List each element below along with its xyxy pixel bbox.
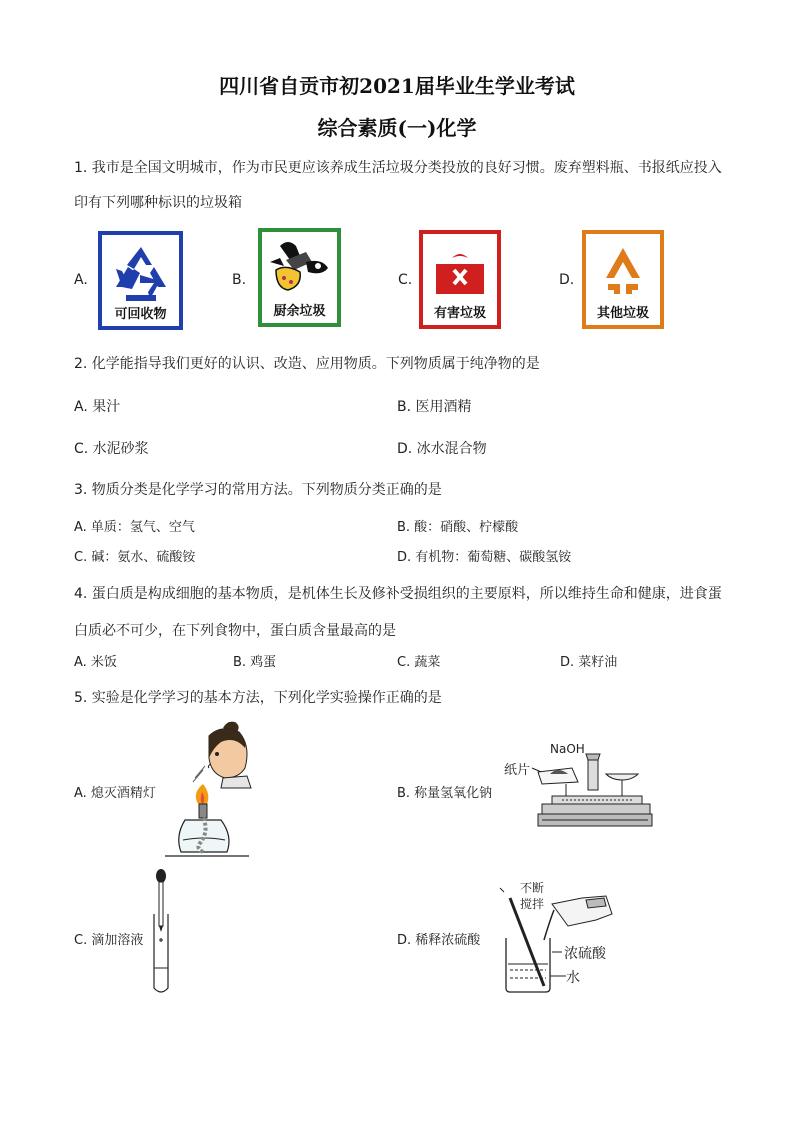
q5-option-b: B. 称量氢氧化钠 — [397, 786, 493, 801]
q3-option-c: C. 碱：氨水、硫酸铵 — [74, 550, 196, 565]
stir-label-line2: 搅拌 — [520, 897, 545, 911]
naoh-label: NaOH — [550, 742, 585, 756]
q1-option-a-letter: A. — [74, 272, 88, 288]
q5-option-a: A. 熄灭酒精灯 — [74, 786, 156, 801]
other-waste-icon — [600, 244, 646, 300]
q4-option-c: C. 蔬菜 — [397, 655, 441, 670]
recyclable-bin-sign — [98, 231, 183, 330]
q1-option-d-letter: D. — [559, 272, 575, 288]
bin-label-kitchen: 厨余垃圾 — [273, 304, 326, 319]
q5-text: 5. 实验是化学学习的基本方法，下列化学实验操作正确的是 — [74, 690, 442, 706]
page-subtitle: 综合素质(一)化学 — [317, 116, 477, 140]
q1-text-line1: 1. 我市是全国文明城市，作为市民更应该养成生活垃圾分类投放的良好习惯。废弃塑料瓶、书报纸应投入 — [74, 160, 722, 176]
diluting-sulfuric-acid-figure — [500, 880, 640, 996]
q2-option-d: D. 冰水混合物 — [397, 441, 487, 457]
blowing-out-alcohol-lamp-figure — [165, 718, 255, 858]
bin-label-other: 其他垃圾 — [596, 306, 649, 321]
q3-option-d: D. 有机物：葡萄糖、碳酸氢铵 — [397, 550, 572, 565]
recycle-icon — [110, 243, 172, 305]
adding-drops-figure — [150, 868, 172, 998]
q3-text: 3. 物质分类是化学学习的常用方法。下列物质分类正确的是 — [74, 482, 442, 498]
q4-text-line2: 白质必不可少，在下列食物中，蛋白质含量最高的是 — [74, 623, 396, 639]
q5-option-d: D. 稀释浓硫酸 — [397, 933, 481, 948]
q3-option-b: B. 酸：硝酸、柠檬酸 — [397, 520, 519, 535]
water-label: 水 — [566, 970, 580, 986]
q4-option-b: B. 鸡蛋 — [233, 655, 277, 670]
hazardous-waste-bin-sign — [419, 230, 501, 329]
q2-option-c: C. 水泥砂浆 — [74, 441, 149, 457]
q5-option-c: C. 滴加溶液 — [74, 933, 144, 948]
q2-option-a: A. 果汁 — [74, 399, 121, 415]
q4-option-d: D. 菜籽油 — [560, 655, 618, 670]
kitchen-waste-icon — [266, 236, 336, 298]
q4-text-line1: 4. 蛋白质是构成细胞的基本物质，是机体生长及修补受损组织的主要原料，所以维持生命和健康，进食蛋 — [74, 586, 722, 602]
q3-option-a: A. 单质：氢气、空气 — [74, 520, 195, 535]
kitchen-waste-bin-sign — [258, 228, 341, 327]
bin-label-hazardous: 有害垃圾 — [433, 306, 486, 321]
bin-label-recyclable: 可回收物 — [114, 307, 167, 322]
page-title: 四川省自贡市初2021届毕业生学业考试 — [219, 74, 575, 98]
q1-option-c-letter: C. — [398, 272, 413, 288]
q1-option-b-letter: B. — [232, 272, 247, 288]
weighing-naoh-balance-figure — [502, 740, 652, 832]
paper-label: 纸片 — [504, 763, 531, 778]
q2-text: 2. 化学能指导我们更好的认识、改造、应用物质。下列物质属于纯净物的是 — [74, 356, 540, 372]
other-waste-bin-sign — [582, 230, 664, 329]
stir-label-line1: 不断 — [520, 881, 545, 895]
q2-option-b: B. 医用酒精 — [397, 399, 472, 415]
q1-text-line2: 印有下列哪种标识的垃圾箱 — [74, 195, 242, 211]
hazardous-waste-icon — [436, 248, 484, 294]
q4-option-a: A. 米饭 — [74, 655, 117, 670]
acid-label: 浓硫酸 — [564, 946, 606, 962]
